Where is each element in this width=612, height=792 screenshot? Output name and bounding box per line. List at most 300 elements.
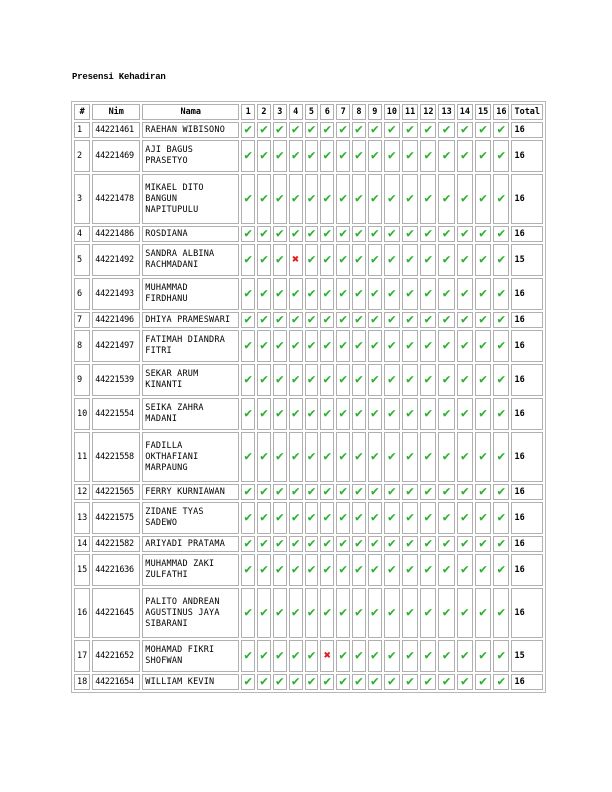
- checkmark-icon: ✔: [307, 225, 316, 241]
- checkmark-icon: ✔: [339, 337, 348, 353]
- attendance-cell-present: [438, 278, 454, 310]
- attendance-cell-present: [420, 432, 436, 482]
- row-number: 12: [74, 484, 90, 500]
- attendance-cell-present: [273, 588, 287, 638]
- checkmark-icon: ✔: [442, 405, 451, 421]
- checkmark-icon: ✔: [497, 647, 506, 663]
- attendance-cell-present: [305, 330, 319, 362]
- checkmark-icon: ✔: [339, 147, 348, 163]
- header-day: 3: [273, 104, 287, 120]
- attendance-cell-present: [352, 536, 366, 552]
- checkmark-icon: ✔: [244, 311, 253, 327]
- attendance-cell-present: [320, 244, 334, 276]
- total-count: 16: [511, 122, 543, 138]
- student-name: [142, 640, 239, 672]
- checkmark-icon: ✔: [307, 535, 316, 551]
- table-row: [74, 502, 543, 534]
- attendance-cell-present: [438, 588, 454, 638]
- attendance-cell-present: [420, 244, 436, 276]
- checkmark-icon: ✔: [460, 604, 469, 620]
- student-name-line: PRASETYO: [145, 156, 188, 166]
- checkmark-icon: ✔: [442, 604, 451, 620]
- attendance-cell-present: [305, 244, 319, 276]
- attendance-cell-present: [305, 674, 319, 690]
- attendance-cell-present: [320, 674, 334, 690]
- row-number: 13: [74, 502, 90, 534]
- attendance-cell-present: [438, 174, 454, 224]
- attendance-cell-present: [257, 330, 271, 362]
- attendance-cell-present: [241, 278, 255, 310]
- attendance-cell-present: [336, 312, 350, 328]
- student-name: [142, 484, 239, 500]
- header-total: Total: [511, 104, 543, 120]
- checkmark-icon: ✔: [275, 121, 284, 137]
- header-day: 9: [368, 104, 382, 120]
- cross-icon: ✖: [292, 251, 300, 266]
- checkmark-icon: ✔: [291, 190, 300, 206]
- attendance-cell-present: [475, 502, 491, 534]
- student-name-line: ARIYADI PRATAMA: [145, 538, 226, 549]
- attendance-cell-present: [352, 122, 366, 138]
- attendance-cell-present: [493, 588, 509, 638]
- checkmark-icon: ✔: [442, 509, 451, 525]
- checkmark-icon: ✔: [406, 535, 414, 551]
- attendance-cell-present: [457, 640, 473, 672]
- attendance-cell-present: [475, 226, 491, 242]
- attendance-cell-present: [438, 502, 454, 534]
- attendance-cell-present: [241, 536, 255, 552]
- checkmark-icon: ✔: [479, 251, 487, 267]
- attendance-cell-present: [438, 554, 454, 586]
- checkmark-icon: ✔: [406, 285, 414, 301]
- checkmark-icon: ✔: [339, 225, 348, 241]
- checkmark-icon: ✔: [497, 371, 506, 387]
- attendance-cell-present: [493, 554, 509, 586]
- checkmark-icon: ✔: [339, 448, 348, 464]
- checkmark-icon: ✔: [355, 647, 363, 663]
- student-name-line: ZULFATHI: [145, 570, 188, 580]
- attendance-cell-present: [384, 588, 400, 638]
- student-nim: 44221652: [92, 640, 140, 672]
- attendance-cell-present: [493, 312, 509, 328]
- attendance-cell-present: [289, 432, 303, 482]
- checkmark-icon: ✔: [406, 448, 414, 464]
- header-day: 8: [352, 104, 366, 120]
- checkmark-icon: ✔: [244, 448, 253, 464]
- table-row: [74, 278, 543, 310]
- checkmark-icon: ✔: [460, 337, 469, 353]
- checkmark-icon: ✔: [442, 311, 451, 327]
- checkmark-icon: ✔: [370, 190, 379, 206]
- attendance-cell-present: [402, 432, 418, 482]
- header-day: 14: [457, 104, 473, 120]
- attendance-cell-present: [368, 122, 382, 138]
- checkmark-icon: ✔: [479, 604, 487, 620]
- checkmark-icon: ✔: [260, 604, 268, 620]
- checkmark-icon: ✔: [479, 285, 487, 301]
- attendance-cell-present: [438, 244, 454, 276]
- checkmark-icon: ✔: [370, 285, 379, 301]
- checkmark-icon: ✔: [355, 121, 363, 137]
- checkmark-icon: ✔: [370, 604, 379, 620]
- student-name-line: SEIKA ZAHRA: [145, 403, 204, 413]
- checkmark-icon: ✔: [323, 251, 332, 267]
- attendance-cell-present: [273, 244, 287, 276]
- student-name-line: DHIYA PRAMESWARI: [145, 314, 231, 325]
- checkmark-icon: ✔: [244, 509, 253, 525]
- attendance-cell-present: [336, 640, 350, 672]
- checkmark-icon: ✔: [406, 371, 414, 387]
- attendance-cell-present: [273, 330, 287, 362]
- total-count: 16: [511, 226, 543, 242]
- attendance-cell-present: [257, 140, 271, 172]
- checkmark-icon: ✔: [323, 147, 332, 163]
- checkmark-icon: ✔: [260, 483, 268, 499]
- checkmark-icon: ✔: [424, 509, 433, 525]
- attendance-cell-present: [320, 278, 334, 310]
- table-row: [74, 588, 543, 638]
- attendance-cell-present: [257, 674, 271, 690]
- checkmark-icon: ✔: [387, 604, 396, 620]
- checkmark-icon: ✔: [323, 448, 332, 464]
- attendance-cell-present: [457, 174, 473, 224]
- checkmark-icon: ✔: [323, 311, 332, 327]
- header-row: [74, 104, 543, 120]
- attendance-cell-present: [402, 122, 418, 138]
- checkmark-icon: ✔: [406, 311, 414, 327]
- attendance-cell-present: [438, 330, 454, 362]
- checkmark-icon: ✔: [260, 337, 268, 353]
- checkmark-icon: ✔: [244, 561, 253, 577]
- attendance-cell-present: [402, 364, 418, 396]
- checkmark-icon: ✔: [339, 190, 348, 206]
- total-count: 16: [511, 140, 543, 172]
- checkmark-icon: ✔: [460, 251, 469, 267]
- checkmark-icon: ✔: [406, 561, 414, 577]
- checkmark-icon: ✔: [497, 121, 506, 137]
- checkmark-icon: ✔: [460, 535, 469, 551]
- attendance-cell-present: [402, 640, 418, 672]
- attendance-cell-present: [438, 398, 454, 430]
- checkmark-icon: ✔: [323, 337, 332, 353]
- student-name-line: FITRI: [145, 346, 172, 356]
- checkmark-icon: ✔: [424, 147, 433, 163]
- attendance-cell-present: [368, 140, 382, 172]
- checkmark-icon: ✔: [406, 509, 414, 525]
- table-row: [74, 244, 543, 276]
- student-name: [142, 432, 239, 482]
- attendance-cell-present: [336, 502, 350, 534]
- table-row: [74, 432, 543, 482]
- student-nim: 44221497: [92, 330, 140, 362]
- checkmark-icon: ✔: [275, 190, 284, 206]
- attendance-cell-present: [241, 640, 255, 672]
- header-name: Nama: [142, 104, 239, 120]
- checkmark-icon: ✔: [244, 647, 253, 663]
- attendance-cell-present: [352, 640, 366, 672]
- checkmark-icon: ✔: [370, 371, 379, 387]
- checkmark-icon: ✔: [370, 483, 379, 499]
- attendance-cell-present: [368, 312, 382, 328]
- row-number: 18: [74, 674, 90, 690]
- checkmark-icon: ✔: [387, 535, 396, 551]
- header-nim: Nim: [92, 104, 140, 120]
- checkmark-icon: ✔: [497, 285, 506, 301]
- header-day: 12: [420, 104, 436, 120]
- header-day: 2: [257, 104, 271, 120]
- attendance-cell-present: [352, 174, 366, 224]
- attendance-cell-present: [336, 226, 350, 242]
- checkmark-icon: ✔: [387, 190, 396, 206]
- attendance-cell-present: [241, 140, 255, 172]
- row-number: 1: [74, 122, 90, 138]
- checkmark-icon: ✔: [387, 509, 396, 525]
- checkmark-icon: ✔: [424, 673, 433, 689]
- checkmark-icon: ✔: [442, 647, 451, 663]
- checkmark-icon: ✔: [323, 190, 332, 206]
- student-nim: 44221645: [92, 588, 140, 638]
- student-name-line: FERRY KURNIAWAN: [145, 486, 226, 497]
- attendance-cell-present: [336, 244, 350, 276]
- attendance-cell-present: [457, 122, 473, 138]
- attendance-cell-present: [475, 278, 491, 310]
- attendance-cell-present: [493, 278, 509, 310]
- checkmark-icon: ✔: [442, 285, 451, 301]
- attendance-cell-present: [241, 674, 255, 690]
- attendance-table: [71, 101, 546, 693]
- attendance-cell-present: [457, 244, 473, 276]
- checkmark-icon: ✔: [387, 405, 396, 421]
- attendance-cell-present: [241, 502, 255, 534]
- attendance-cell-present: [402, 140, 418, 172]
- attendance-cell-present: [273, 640, 287, 672]
- checkmark-icon: ✔: [275, 483, 284, 499]
- student-nim: 44221492: [92, 244, 140, 276]
- attendance-cell-present: [475, 640, 491, 672]
- header-day: 10: [384, 104, 400, 120]
- attendance-cell-present: [336, 554, 350, 586]
- attendance-cell-present: [273, 174, 287, 224]
- header-day: 13: [438, 104, 454, 120]
- checkmark-icon: ✔: [406, 604, 414, 620]
- attendance-cell-present: [305, 536, 319, 552]
- checkmark-icon: ✔: [323, 405, 332, 421]
- checkmark-icon: ✔: [424, 311, 433, 327]
- attendance-cell-present: [420, 554, 436, 586]
- checkmark-icon: ✔: [460, 647, 469, 663]
- checkmark-icon: ✔: [442, 371, 451, 387]
- checkmark-icon: ✔: [291, 604, 300, 620]
- attendance-cell-present: [320, 364, 334, 396]
- checkmark-icon: ✔: [307, 647, 316, 663]
- attendance-cell-present: [352, 432, 366, 482]
- attendance-cell-present: [384, 536, 400, 552]
- checkmark-icon: ✔: [339, 251, 348, 267]
- attendance-cell-present: [457, 432, 473, 482]
- student-name-line: FATIMAH DIANDRA: [145, 335, 226, 345]
- attendance-cell-present: [384, 226, 400, 242]
- checkmark-icon: ✔: [387, 121, 396, 137]
- attendance-cell-present: [352, 312, 366, 328]
- student-name-line: ROSDIANA: [145, 228, 188, 239]
- checkmark-icon: ✔: [323, 604, 332, 620]
- checkmark-icon: ✔: [244, 121, 253, 137]
- checkmark-icon: ✔: [460, 121, 469, 137]
- checkmark-icon: ✔: [260, 647, 268, 663]
- attendance-cell-present: [420, 364, 436, 396]
- checkmark-icon: ✔: [323, 673, 332, 689]
- checkmark-icon: ✔: [497, 190, 506, 206]
- attendance-cell-present: [420, 140, 436, 172]
- checkmark-icon: ✔: [291, 371, 300, 387]
- checkmark-icon: ✔: [406, 225, 414, 241]
- checkmark-icon: ✔: [370, 535, 379, 551]
- attendance-cell-present: [420, 174, 436, 224]
- checkmark-icon: ✔: [406, 251, 414, 267]
- checkmark-icon: ✔: [339, 673, 348, 689]
- checkmark-icon: ✔: [497, 405, 506, 421]
- attendance-cell-present: [289, 278, 303, 310]
- checkmark-icon: ✔: [497, 535, 506, 551]
- student-name-line: AGUSTINUS JAYA: [145, 607, 220, 618]
- student-name: [142, 364, 239, 396]
- checkmark-icon: ✔: [424, 604, 433, 620]
- checkmark-icon: ✔: [355, 673, 363, 689]
- attendance-cell-present: [475, 244, 491, 276]
- student-name: [142, 588, 239, 638]
- checkmark-icon: ✔: [442, 121, 451, 137]
- checkmark-icon: ✔: [479, 337, 487, 353]
- attendance-cell-present: [420, 502, 436, 534]
- checkmark-icon: ✔: [244, 371, 253, 387]
- attendance-cell-present: [475, 536, 491, 552]
- checkmark-icon: ✔: [479, 647, 487, 663]
- attendance-cell-present: [352, 674, 366, 690]
- attendance-cell-present: [289, 312, 303, 328]
- attendance-cell-present: [457, 674, 473, 690]
- checkmark-icon: ✔: [307, 285, 316, 301]
- attendance-cell-present: [336, 364, 350, 396]
- attendance-cell-present: [352, 364, 366, 396]
- attendance-cell-present: [402, 588, 418, 638]
- checkmark-icon: ✔: [323, 561, 332, 577]
- checkmark-icon: ✔: [355, 337, 363, 353]
- student-nim: 44221461: [92, 122, 140, 138]
- attendance-cell-present: [289, 502, 303, 534]
- attendance-cell-present: [493, 174, 509, 224]
- checkmark-icon: ✔: [370, 647, 379, 663]
- checkmark-icon: ✔: [355, 311, 363, 327]
- attendance-cell-present: [320, 174, 334, 224]
- student-name-line: SEKAR ARUM: [145, 369, 199, 379]
- attendance-cell-present: [241, 226, 255, 242]
- checkmark-icon: ✔: [497, 673, 506, 689]
- checkmark-icon: ✔: [260, 448, 268, 464]
- student-name-line: WILLIAM KEVIN: [145, 676, 215, 687]
- row-number: 11: [74, 432, 90, 482]
- checkmark-icon: ✔: [406, 190, 414, 206]
- checkmark-icon: ✔: [387, 311, 396, 327]
- attendance-cell-present: [457, 312, 473, 328]
- attendance-cell-present: [384, 640, 400, 672]
- row-number: 9: [74, 364, 90, 396]
- total-count: 16: [511, 536, 543, 552]
- checkmark-icon: ✔: [355, 405, 363, 421]
- cross-icon: ✖: [323, 647, 331, 662]
- student-nim: 44221636: [92, 554, 140, 586]
- attendance-cell-present: [241, 330, 255, 362]
- total-count: 16: [511, 330, 543, 362]
- attendance-cell-present: [336, 174, 350, 224]
- checkmark-icon: ✔: [424, 535, 433, 551]
- checkmark-icon: ✔: [260, 190, 268, 206]
- attendance-cell-present: [257, 398, 271, 430]
- checkmark-icon: ✔: [424, 405, 433, 421]
- attendance-cell-present: [420, 330, 436, 362]
- checkmark-icon: ✔: [497, 251, 506, 267]
- checkmark-icon: ✔: [339, 121, 348, 137]
- attendance-cell-present: [475, 122, 491, 138]
- student-name-line: FIRDHANU: [145, 294, 188, 304]
- attendance-cell-present: [336, 588, 350, 638]
- checkmark-icon: ✔: [355, 561, 363, 577]
- checkmark-icon: ✔: [291, 311, 300, 327]
- checkmark-icon: ✔: [323, 509, 332, 525]
- student-name: [142, 330, 239, 362]
- student-name: [142, 554, 239, 586]
- header-day: 5: [305, 104, 319, 120]
- checkmark-icon: ✔: [497, 225, 506, 241]
- attendance-cell-present: [438, 536, 454, 552]
- attendance-cell-present: [384, 244, 400, 276]
- total-count: 16: [511, 174, 543, 224]
- total-count: 16: [511, 312, 543, 328]
- row-number: 2: [74, 140, 90, 172]
- student-name-line: SADEWO: [145, 518, 178, 528]
- checkmark-icon: ✔: [442, 225, 451, 241]
- checkmark-icon: ✔: [355, 604, 363, 620]
- attendance-cell-present: [368, 502, 382, 534]
- checkmark-icon: ✔: [323, 121, 332, 137]
- attendance-cell-present: [475, 140, 491, 172]
- checkmark-icon: ✔: [339, 371, 348, 387]
- attendance-cell-present: [352, 226, 366, 242]
- table-row: [74, 364, 543, 396]
- attendance-cell-present: [457, 330, 473, 362]
- checkmark-icon: ✔: [339, 405, 348, 421]
- checkmark-icon: ✔: [424, 483, 433, 499]
- attendance-cell-present: [336, 484, 350, 500]
- attendance-cell-present: [384, 122, 400, 138]
- attendance-cell-present: [384, 364, 400, 396]
- header-day: 1: [241, 104, 255, 120]
- checkmark-icon: ✔: [355, 147, 363, 163]
- attendance-cell-present: [368, 432, 382, 482]
- student-name: [142, 312, 239, 328]
- checkmark-icon: ✔: [460, 311, 469, 327]
- checkmark-icon: ✔: [291, 448, 300, 464]
- attendance-cell-absent: [289, 244, 303, 276]
- attendance-cell-present: [493, 330, 509, 362]
- checkmark-icon: ✔: [339, 647, 348, 663]
- checkmark-icon: ✔: [355, 509, 363, 525]
- checkmark-icon: ✔: [479, 405, 487, 421]
- checkmark-icon: ✔: [370, 311, 379, 327]
- attendance-cell-present: [368, 278, 382, 310]
- attendance-cell-present: [457, 140, 473, 172]
- checkmark-icon: ✔: [460, 673, 469, 689]
- attendance-cell-present: [457, 588, 473, 638]
